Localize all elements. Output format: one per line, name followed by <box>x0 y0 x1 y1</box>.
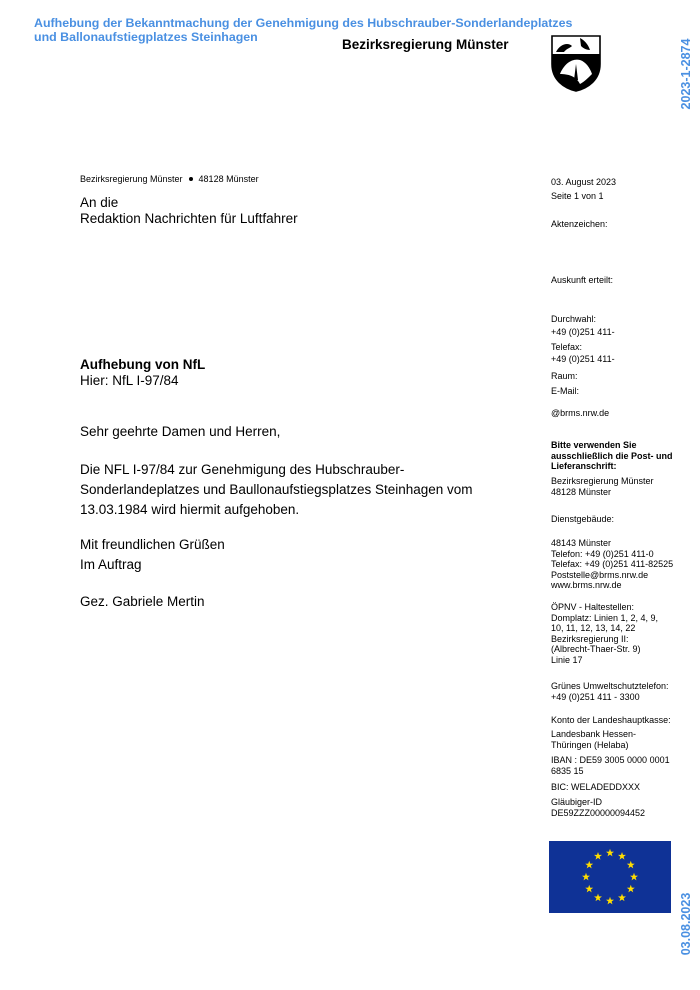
signature: Gez. Gabriele Mertin <box>80 594 205 609</box>
konto-label: Konto der Landeshauptkasse: <box>551 715 671 725</box>
recipient-line: An die <box>80 195 119 210</box>
raum-label: Raum: <box>551 371 578 381</box>
dienst-website[interactable]: www.brms.nrw.de <box>551 580 622 590</box>
closing-block <box>80 535 500 575</box>
subject-reference: Hier: NfL I-97/84 <box>80 373 179 388</box>
recipient-block <box>80 195 298 227</box>
telefax-value: +49 (0)251 411- <box>551 354 615 364</box>
bank-line: Landesbank Hessen- <box>551 729 637 739</box>
letter-body <box>80 460 500 520</box>
post-notice-line: ausschließlich die Post- und <box>551 450 673 461</box>
body-line: Sonderlandeplatzes und Baullonaufstiegsplatzes Steinhagen vom <box>80 482 473 497</box>
oepnv-line: 10, 11, 12, 13, 14, 22 <box>551 623 636 633</box>
post-notice-line: Bitte verwenden Sie <box>551 440 637 450</box>
umwelt-line: Grünes Umweltschutztelefon: <box>551 681 669 691</box>
post-address <box>551 476 691 497</box>
body-line: Die NFL I-97/84 zur Genehmigung des Hubschrauber- <box>80 462 405 477</box>
email-label: E-Mail: <box>551 386 580 396</box>
sender-return-line <box>80 174 259 184</box>
sender-postal: 48128 Münster <box>198 174 259 184</box>
oepnv-block <box>551 602 691 665</box>
oepnv-line: Linie 17 <box>551 654 583 665</box>
dienst-line: Telefax: +49 (0)251 411-82525 <box>551 559 674 569</box>
post-notice <box>551 440 691 472</box>
body-line: 13.03.1984 wird hiermit aufgehoben. <box>80 502 300 517</box>
glaeubiger-line: Gläubiger-ID <box>551 797 603 807</box>
bic: BIC: WELADEDDXXX <box>551 782 641 792</box>
oepnv-line: (Albrecht-Thaer-Str. 9) <box>551 644 641 654</box>
oepnv-line: Domplatz: Linien 1, 2, 4, 9, <box>551 612 659 623</box>
glaeubiger-line: DE59ZZZ00000094452 <box>551 807 646 818</box>
iban-line: 6835 15 <box>551 765 584 776</box>
umwelt-block <box>551 681 691 702</box>
dienst-block <box>551 538 691 591</box>
subject-title: Aufhebung von NfL <box>80 357 206 372</box>
iban-block <box>551 755 691 776</box>
document-date-vertical <box>678 888 694 960</box>
page-count: Seite 1 von 1 <box>551 191 604 201</box>
telefax-label: Telefax: <box>551 342 583 352</box>
sender-name: Bezirksregierung Münster <box>80 174 183 184</box>
closing-line: Im Auftrag <box>80 557 142 572</box>
eu-flag-icon <box>549 841 671 913</box>
bank-block <box>551 729 691 750</box>
document-number: 2023-1-2874 <box>679 38 693 110</box>
email-value: @brms.nrw.de <box>551 408 610 418</box>
bullet-separator <box>189 177 193 181</box>
oepnv-line: Bezirksregierung II: <box>551 633 629 644</box>
auskunft-label: Auskunft erteilt: <box>551 275 614 285</box>
document-number-vertical <box>678 34 694 114</box>
durchwahl-value: +49 (0)251 411- <box>551 327 615 337</box>
dienst-email[interactable]: Poststelle@brms.nrw.de <box>551 569 649 580</box>
recipient-line: Redaktion Nachrichten für Luftfahrer <box>80 211 298 226</box>
dienst-label: Dienstgebäude: <box>551 514 615 524</box>
nrw-coat-of-arms-icon <box>550 34 602 92</box>
glaeubiger-block <box>551 797 691 818</box>
subject-block <box>80 357 205 389</box>
document-date: 03.08.2023 <box>679 892 693 956</box>
aktenzeichen-label: Aktenzeichen: <box>551 219 608 229</box>
org-name: Bezirksregierung Münster <box>342 37 509 52</box>
salutation: Sehr geehrte Damen und Herren, <box>80 424 281 439</box>
umwelt-line: +49 (0)251 411 - 3300 <box>551 691 640 702</box>
durchwahl-label: Durchwahl: <box>551 314 597 324</box>
letter-date: 03. August 2023 <box>551 177 617 187</box>
dienst-line: 48143 Münster <box>551 538 612 548</box>
document-header-title: Aufhebung der Bekanntmachung der Genehmigung des Hubschrauber-Sonderlandeplatzes und Ballonaufstiegplatzes Steinhagen <box>34 16 573 44</box>
post-address-line: 48128 Münster <box>551 486 612 497</box>
post-address-line: Bezirksregierung Münster <box>551 476 654 486</box>
post-notice-line: Lieferanschrift: <box>551 461 617 471</box>
bank-line: Thüringen (Helaba) <box>551 739 629 750</box>
iban-line: IBAN : DE59 3005 0000 0001 <box>551 755 670 765</box>
oepnv-line: ÖPNV - Haltestellen: <box>551 602 635 612</box>
dienst-line: Telefon: +49 (0)251 411-0 <box>551 548 654 559</box>
closing-line: Mit freundlichen Grüßen <box>80 537 225 552</box>
